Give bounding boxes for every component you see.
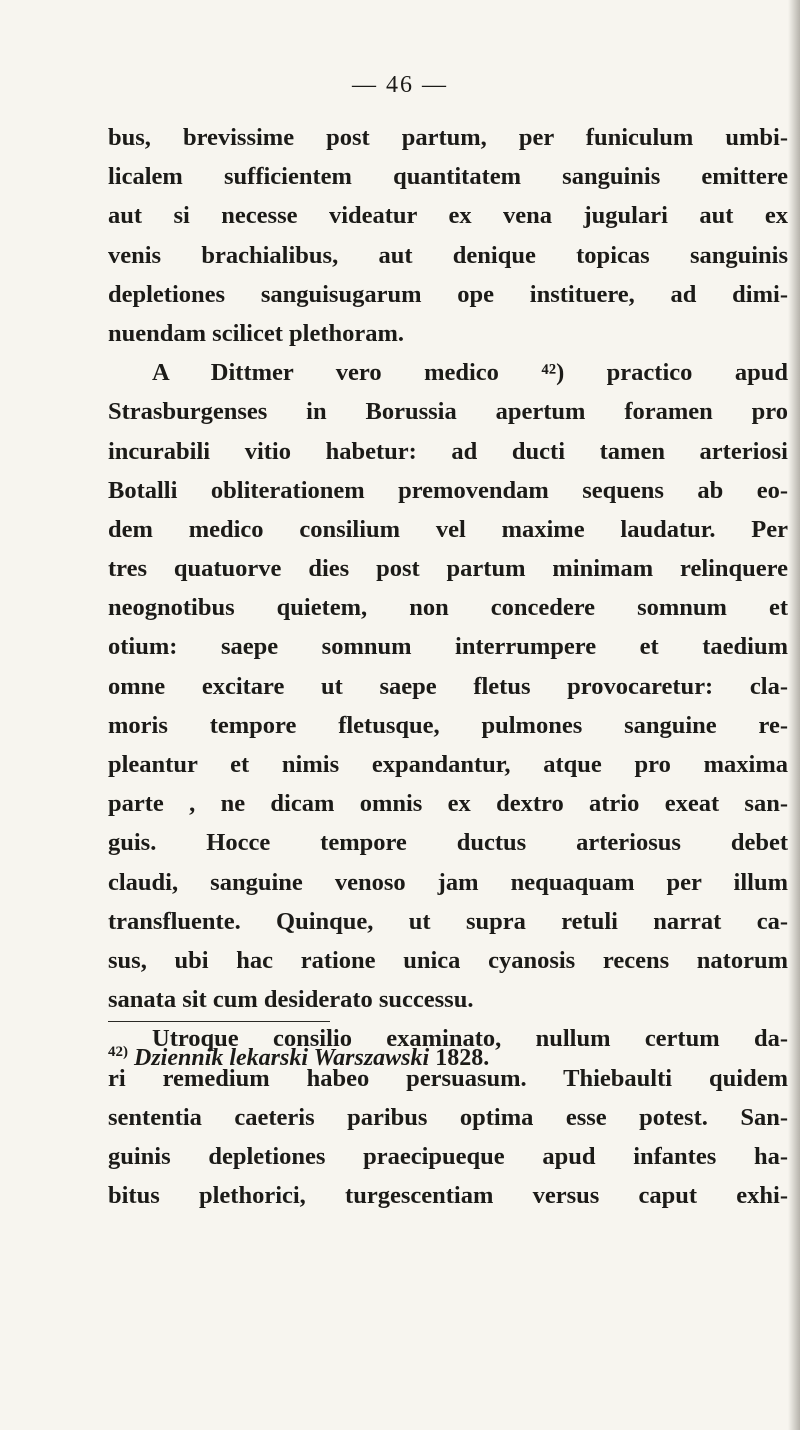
text-line: omne excitare ut saepe fletus provocaretur: cla- (108, 672, 788, 700)
text-line: incurabili vitio habetur: ad ducti tamen arteriosi (108, 437, 788, 465)
text-line: transfluente. Quinque, ut supra retuli narrat ca- (108, 907, 788, 935)
text-line: venis brachialibus, aut denique topicas sanguinis (108, 241, 788, 269)
text-line: A Dittmer vero medico ⁴²) practico apud (152, 359, 788, 387)
text-line: sanata sit cum desiderato successu. (108, 986, 474, 1014)
text-line: Utroque consilio examinato, nullum certum da- (152, 1025, 788, 1053)
text-line: Strasburgenses in Borussia apertum foramen pro (108, 398, 788, 426)
text-line: sententia caeteris paribus optima esse potest. San- (108, 1103, 788, 1131)
text-line: guinis depletiones praecipueque apud infantes ha- (108, 1142, 788, 1170)
text-line: Botalli obliterationem premovendam sequens ab eo- (108, 476, 788, 504)
text-line: parte , ne dicam omnis ex dextro atrio exeat san- (108, 790, 788, 818)
footnote-marker: 42) (108, 1044, 128, 1060)
text-line: ri remedium habeo persuasum. Thiebaulti quidem (108, 1064, 788, 1092)
text-line: moris tempore fletusque, pulmones sanguine re- (108, 711, 788, 739)
text-line: licalem sufficientem quantitatem sanguinis emittere (108, 163, 788, 191)
text-line: nuendam scilicet plethoram. (108, 319, 405, 347)
text-line: claudi, sanguine venoso jam nequaquam per illum (108, 868, 788, 896)
page-number: — 46 — (352, 72, 448, 98)
footnote-source: Dziennik lekarski Warszawski (134, 1045, 430, 1071)
text-line: aut si necesse videatur ex vena jugulari aut ex (108, 202, 788, 230)
footnote (108, 1044, 788, 1072)
text-line: dem medico consilium vel maxime laudatur. Per (108, 515, 788, 543)
text-line: depletiones sanguisugarum ope instituere, ad dimi- (108, 280, 788, 308)
text-line: tres quatuorve dies post partum minimam relinquere (108, 555, 788, 583)
text-line: otium: saepe somnum interrumpere et taedium (108, 633, 788, 661)
footnote-rule (108, 1021, 330, 1022)
text-line: sus, ubi hac ratione unica cyanosis recens natorum (108, 946, 788, 974)
text-line: neognotibus quietem, non concedere somnum et (108, 594, 788, 622)
page-edge-shadow (788, 0, 800, 1430)
text-line: bus, brevissime post partum, per funiculum umbi- (108, 124, 788, 151)
text-line: guis. Hocce tempore ductus arteriosus debet (108, 829, 788, 857)
text-line: bitus plethorici, turgescentiam versus caput exhi- (108, 1182, 788, 1210)
text-line: pleantur et nimis expandantur, atque pro maxima (108, 751, 788, 778)
footnote-year: 1828. (435, 1045, 490, 1071)
